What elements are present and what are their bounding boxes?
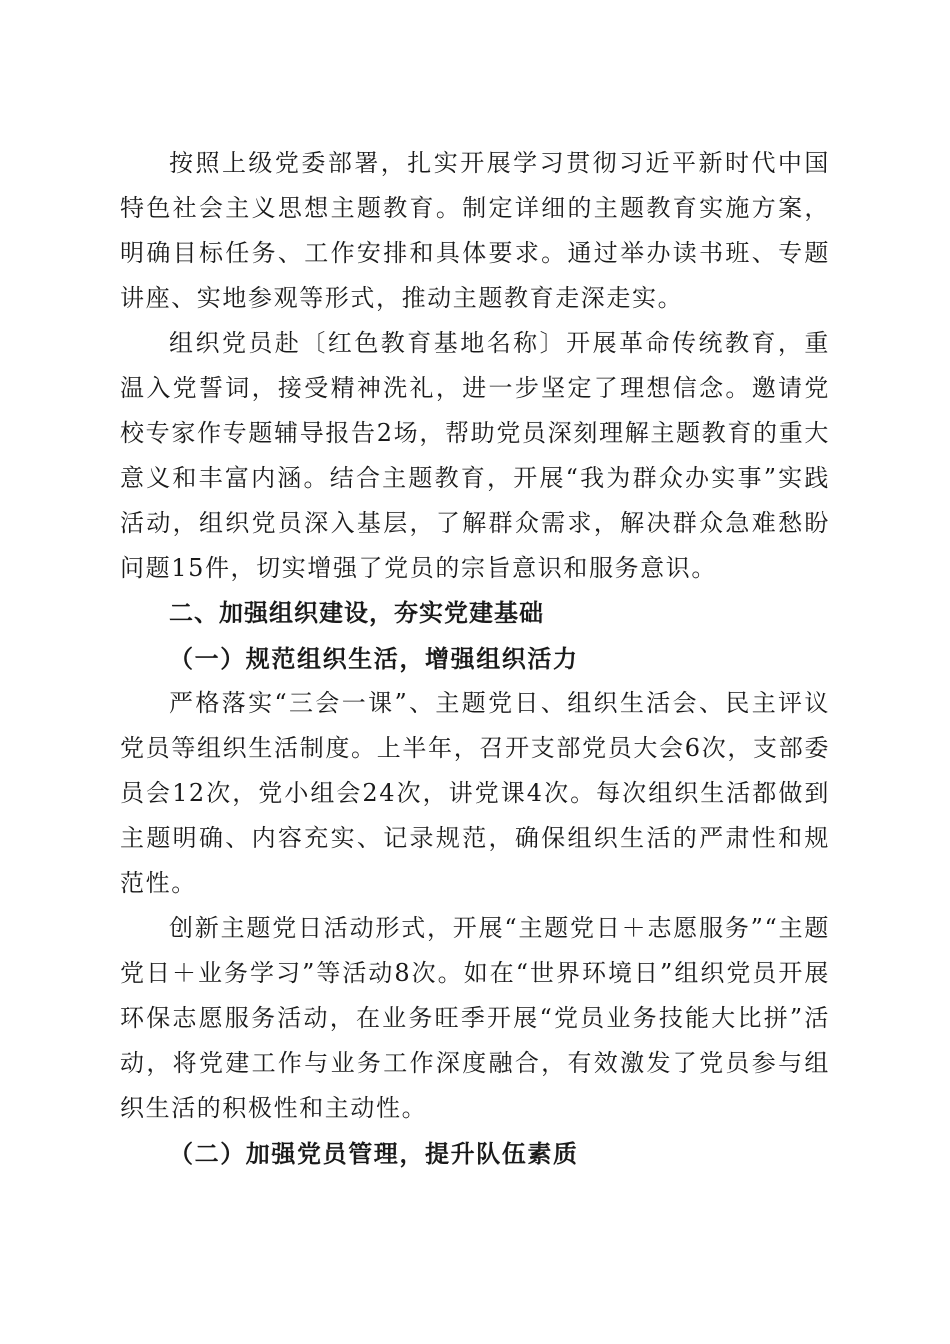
paragraph-revolutionary-education: 组织党员赴〔红色教育基地名称〕开展革命传统教育，重温入党誓词，接受精神洗礼，进一步坚定了理想信念。邀请党校专家作专题辅导报告2场，帮助党员深刻理解主题教育的重大意义和丰富内涵。结合主题教育，开展“我为群众办实事”实践活动，组织党员深入基层，了解群众需求，解决群众急难愁盼问题15件，切实增强了党员的宗旨意识和服务意识。 — [120, 329, 830, 582]
subsection-heading-member-management: （二）加强党员管理，提升队伍素质 — [169, 1139, 579, 1168]
subsection-heading-organization-life: （一）规范组织生活，增强组织活力 — [169, 644, 579, 673]
paragraph-three-meetings-one-lesson: 严格落实“三会一课”、主题党日、组织生活会、民主评议党员等组织生活制度。上半年，召开支部党员大会6次，支部委员会12次，党小组会24次，讲党课4次。每次组织生活都做到主题明确、内容充实、记录规范，确保组织生活的严肃性和规范性。 — [120, 689, 830, 897]
document-page — [120, 141, 830, 1176]
paragraph-theme-education-plan: 按照上级党委部署，扎实开展学习贯彻习近平新时代中国特色社会主义思想主题教育。制定详细的主题教育实施方案，明确目标任务、工作安排和具体要求。通过举办读书班、专题讲座、实地参观等形式，推动主题教育走深走实。 — [120, 149, 830, 312]
paragraph-theme-party-day: 创新主题党日活动形式，开展“主题党日＋志愿服务”“主题党日＋业务学习”等活动8次。如在“世界环境日”组织党员开展环保志愿服务活动，在业务旺季开展“党员业务技能大比拼”活动，将党建工作与业务工作深度融合，有效激发了党员参与组织生活的积极性和主动性。 — [120, 914, 830, 1122]
section-heading-organization-building: 二、加强组织建设，夯实党建基础 — [169, 599, 544, 627]
